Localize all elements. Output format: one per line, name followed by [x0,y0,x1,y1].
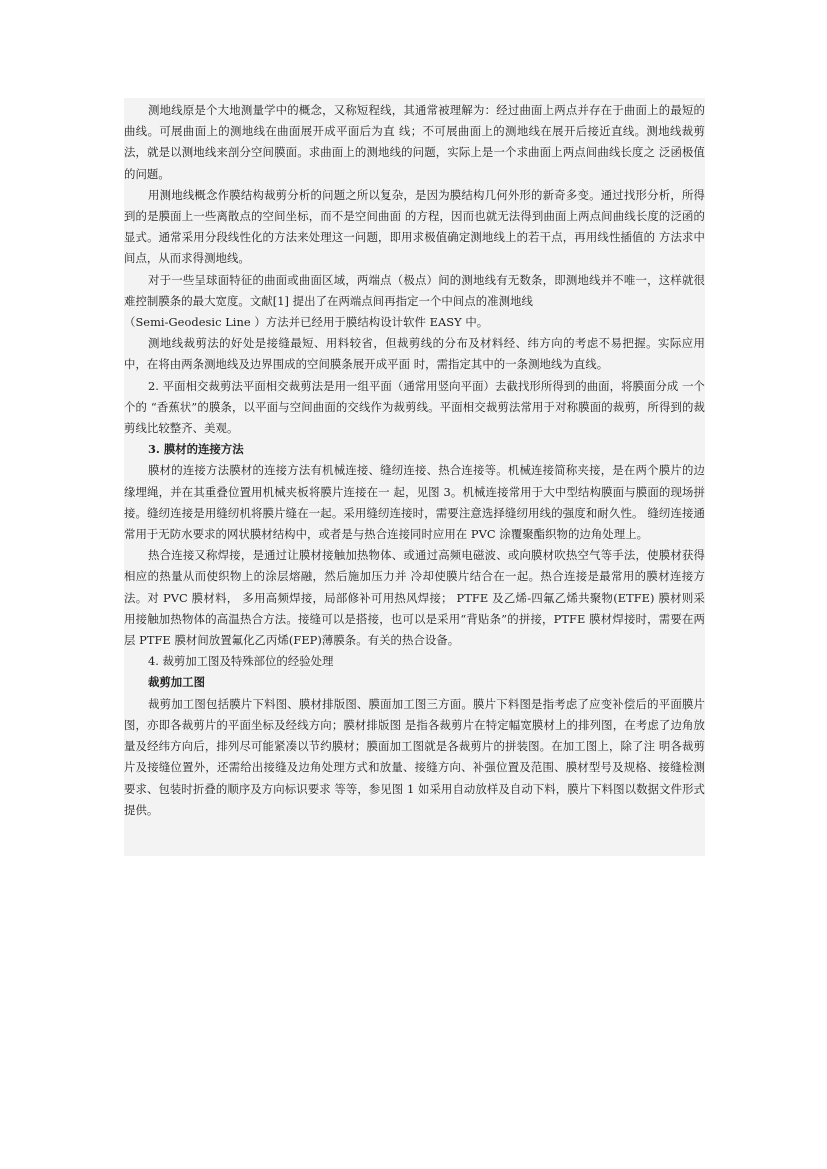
paragraph-plane-intersection: 2. 平面相交裁剪法平面相交裁剪法是用一组平面（通常用竖向平面）去截找形所得到的曲面，将膜面分成 一个个的 “香蕉状”的膜条，以平面与空间曲面的交线作为裁剪线。平面相交裁剪法常用于对称膜面的裁剪，所得到的裁剪线比较整齐、美观。 [124,378,705,436]
heading-cutting-drawings: 4. 裁剪加工图及特殊部位的经验处理 [148,654,334,669]
paragraph-semi-geodesic: 对于一些呈球面特征的曲面或曲面区域，两端点（极点）间的测地线有无数条，即测地线并不唯一，这样就很难控制膜条的最大宽度。文献[1] 提出了在两端点间再指定一个中间点的准测地线 [124,272,705,308]
paragraph-geodesic-advantages: 测地线裁剪法的好处是接缝最短、用料较省，但裁剪线的分布及材料经、纬方向的考虑不易把握。实际应用中，在将由两条测地线及边界围成的空间膜条展开成平面 时，需指定其中的一条测地线为直线。 [124,336,705,372]
paragraph-heat-welding: 热合连接又称焊接，是通过让膜材接触加热物体、或通过高频电磁波、或向膜材吹热空气等手法，使膜材获得相应的热量从而使织物上的涂层熔融，然后施加压力并 冷却使膜片结合在一起。热合连接是最常用的膜材连接方法。对 PVC 膜材料， 多用高频焊接，局部修补可用热风焊接； PTFE 及乙烯-四氟乙烯共聚物(ETFE) 膜材则采用接触加热物体的高温热合方法。接缝可以是搭接，也可以是采用“背贴条”的拼接，PTFE 膜材焊接时，需要在两层 PTFE 膜材间放置氟化乙丙烯(FEP)薄膜条。有关的热合设备。 [124,548,705,648]
document-body [124,98,705,856]
paragraph-geodesic-definition: 测地线原是个大地测量学中的概念，又称短程线，其通常被理解为：经过曲面上两点并存在于曲面上的最短的曲线。可展曲面上的测地线在曲面展开成平面后为直 线；不可展曲面上的测地线在展开后接近直线。测地线裁剪法，就是以测地线来剖分空间膜面。求曲面上的测地线的问题，实际上是一个求曲面上两点间曲线长度之 泛函极值的问题。 [124,103,705,181]
paragraph-geodesic-complexity: 用测地线概念作膜结构裁剪分析的问题之所以复杂，是因为膜结构几何外形的新奇多变。通过找形分析，所得到的是膜面上一些离散点的空间坐标，而不是空间曲面 的方程，因而也就无法得到曲面上两点间曲线长度的泛函的显式。通常采用分段线性化的方法来处理这一问题，即用求极值确定测地线上的若干点，再用线性插值的 方法求中间点，从而求得测地线。 [124,187,705,266]
subheading-cutting-drawing: 裁剪加工图 [148,675,205,690]
paragraph-cutting-drawing-details: 裁剪加工图包括膜片下料图、膜材排版图、膜面加工图三方面。膜片下料图是指考虑了应变补偿后的平面膜片图，亦即各裁剪片的平面坐标及经线方向；膜材排版图 是指各裁剪片在特定幅宽膜材上的排列图，在考虑了边角放量及经纬方向后，排列尽可能紧凑以节约膜材；膜面加工图就是各裁剪片的拼装图。在加工图上，除了注 明各裁剪片及接缝位置外，还需给出接缝及边角处理方式和放量、接缝方向、补强位置及范围、膜材型号及规格、接缝检测要求、包装时折叠的顺序及方向标识要求 等等，参见图 1 如采用自动放样及自动下料，膜片下料图以数据文件形式提供。 [124,696,705,817]
paragraph-semi-geodesic-cont: （Semi-Geodesic Line ）方法并已经用于膜结构设计软件 EASY 中。 [124,315,489,330]
paragraph-connection-methods: 膜材的连接方法膜材的连接方法有机械连接、缝纫连接、热合连接等。机械连接简称夹接，是在两个膜片的边缘埋绳，并在其重叠位置用机械夹板将膜片连接在一 起，见图 3。机械连接常用于大中型结构膜面与膜面的现场拼接。缝纫连接是用缝纫机将膜片缝在一起。采用缝纫连接时，需要注意选择缝纫用线的强度和耐久性。 缝纫连接通常用于无防水要求的网状膜材结构中，或者是与热合连接同时应用在 PVC 涂覆聚酯织物的边角处理上。 [124,463,705,542]
heading-membrane-connection: 3. 膜材的连接方法 [148,442,244,457]
